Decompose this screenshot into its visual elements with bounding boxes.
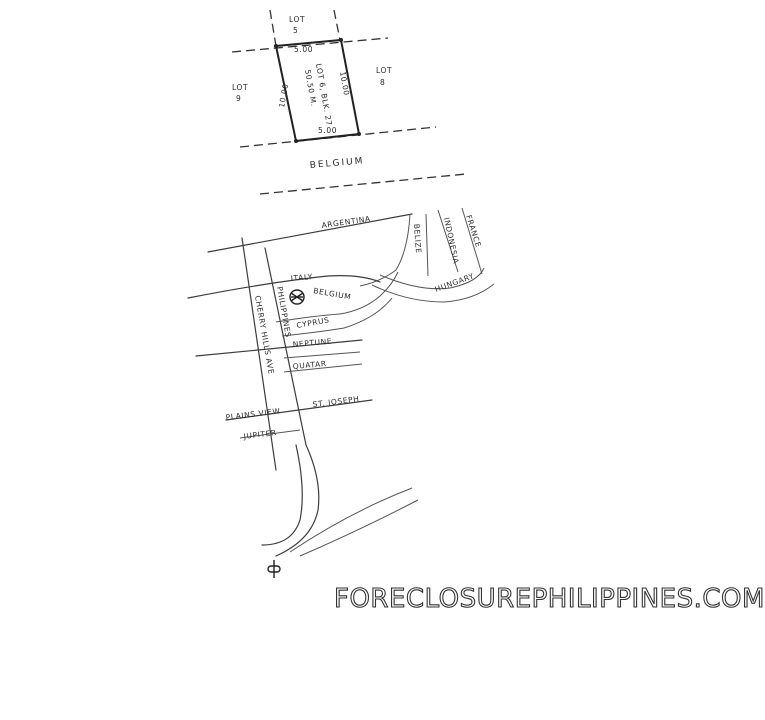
corner-marker [294, 139, 298, 143]
label-philippines: PHILIPPINES [275, 285, 293, 339]
label-indonesia: INDONESIA [442, 216, 461, 265]
dimension-right: 10.00 [338, 70, 352, 97]
lot-8-label: LOT [376, 66, 393, 75]
label-quatar: QUATAR [292, 359, 327, 371]
dimension-left: 10.00 [277, 82, 291, 109]
dimension-top: 5.00 [294, 45, 314, 54]
lot-8-number: 8 [380, 78, 386, 87]
corner-marker [274, 44, 278, 48]
watermark: FORECLOSUREPHILIPPINES.COM [334, 584, 765, 614]
belize-road-east [426, 214, 428, 276]
label-belgium: BELGIUM [312, 286, 352, 302]
label-france: FRANCE [464, 213, 484, 249]
lot-9-label: LOT [232, 83, 249, 92]
argentina-road [208, 214, 412, 252]
label-jupiter: JUPITER [243, 428, 278, 441]
label-cyprus: CYPRUS [295, 315, 331, 330]
label-italy: ITALY [290, 272, 314, 283]
lot-area: 50.50 M. [303, 68, 319, 108]
label-hungary: HUNGARY [433, 271, 476, 294]
label-neptune: NEPTUNE [292, 336, 333, 349]
label-cherry-hills-ave: CHERRY HILLS AVE [253, 294, 276, 376]
lot-boundary-left-ext [270, 10, 276, 46]
lot-designation: LOT 6, BLK. 27 [314, 62, 334, 127]
label-argentina: ARGENTINA [321, 214, 372, 230]
label-plains-view: PLAINS VIEW [225, 406, 281, 422]
lot-9-number: 9 [236, 94, 242, 103]
vicinity-map [188, 208, 494, 578]
quatar-road [284, 352, 360, 358]
road-curve [262, 445, 302, 545]
label-belize: BELIZE [412, 223, 424, 254]
lot-boundary-right-ext [334, 10, 340, 40]
lot-5-number: 5 [293, 26, 299, 35]
belize-road-west [360, 214, 410, 286]
corner-marker [339, 38, 343, 42]
site-marker-icon [290, 290, 304, 304]
diagonal-road-upper [290, 488, 412, 552]
lot-5-label: LOT [289, 15, 306, 24]
lot-plan [232, 10, 466, 194]
corner-marker [357, 132, 361, 136]
road-name-belgium: BELGIUM [309, 156, 365, 171]
road-edge-belgium [260, 174, 466, 194]
label-st-joseph: ST. JOSEPH [312, 394, 360, 409]
dimension-bottom: 5.00 [318, 126, 338, 135]
